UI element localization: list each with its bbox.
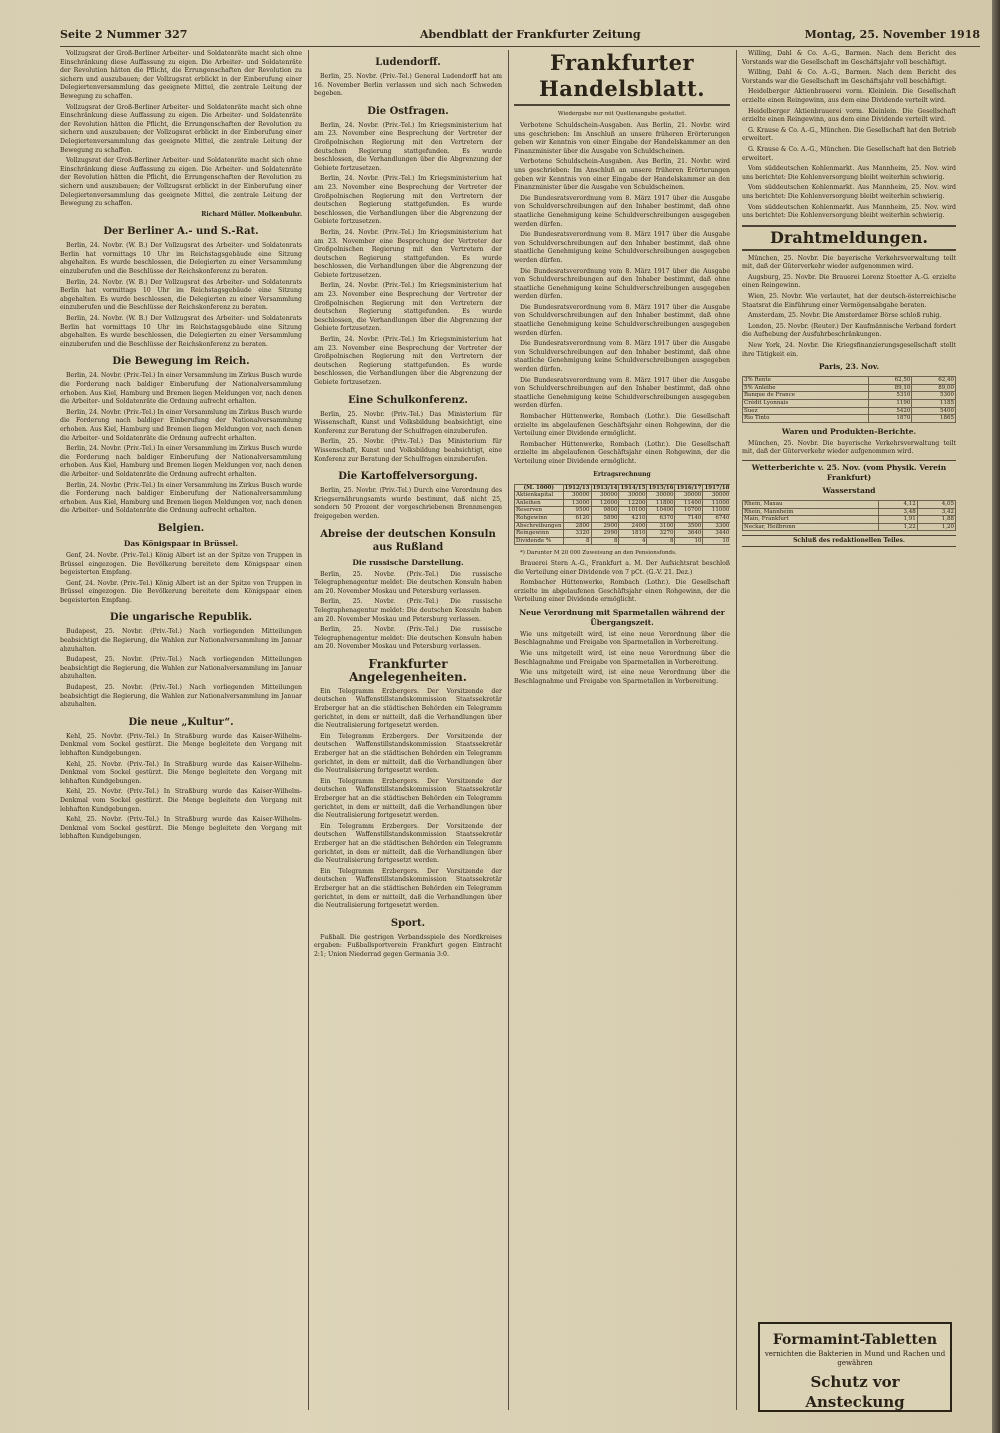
binding-edge	[992, 0, 1000, 1433]
table-header-cell: 1917/18	[704, 484, 730, 491]
text-kultur-cont2: Kehl, 25. Novbr. (Priv.-Tel.) In Straßburg wurde das Kaiser-Wilhelm-Denkmal vom Sockel gestürzt. Die Menge begleitete den Vorgang mit lebhaften Kundgebungen.	[60, 788, 302, 813]
table-cell: 3,48	[879, 508, 917, 516]
heading-bewegung: Die Bewegung im Reich.	[112, 356, 250, 368]
table-cell: 62,50	[868, 377, 912, 385]
table-cell: 7140	[675, 514, 703, 522]
text-kultur-cont3: Kehl, 25. Novbr. (Priv.-Tel.) In Straßburg wurde das Kaiser-Wilhelm-Denkmal vom Sockel gestürzt. Die Menge begleitete den Vorgang mit lebhaften Kundgebungen.	[60, 816, 302, 841]
table-cell: 12600	[591, 499, 619, 507]
text-hb2: Die Bundesratsverordnung vom 8. März 1917 über die Ausgabe von Schuldverschreibungen auf den Inhaber bestimmt, daß ohne staatliche Genehmigung keine Schuldverschreibungen ausgegeben werden dürfen.	[514, 194, 730, 228]
page-number: Seite 2 Nummer 327	[60, 28, 188, 41]
draht-4: Amsterdam, 25. Novbr. Die Amsterdamer Börse schloß ruhig.	[748, 312, 942, 320]
page-header	[60, 26, 980, 47]
text-ludendorff: Berlin, 25. Novbr. (Priv.-Tel.) General Ludendorff hat am 16. November Berlin verlassen und sich nach Schweden begeben.	[314, 73, 502, 98]
text-ungar-cont2: Budapest, 25. Novbr. (Priv.-Tel.) Nach vorliegenden Mitteilungen beabsichtigt die Regierung, die Wahlen zur Nationalversammlung im Januar abzuhalten.	[60, 684, 302, 709]
text-c4-3: G. Krause & Co. A.-G., München. Die Gesellschaft hat den Betrieb erweitert.	[742, 126, 956, 143]
text-ungar: Budapest, 25. Novbr. (Priv.-Tel.) Nach vorliegenden Mitteilungen beabsichtigt die Regierung, die Wahlen zur Nationalversammlung im Januar abzuhalten.	[60, 628, 302, 653]
table-cell: 10	[703, 537, 730, 545]
text-hb3: Rombacher Hüttenwerke, Rombach (Lothr.). Die Gesellschaft erzielte im abgelaufenen Geschäftsjahr einen Rohgewinn, der die Verteilung einer Dividende ermöglicht.	[514, 413, 730, 438]
text-ffm-cont: Ein Telegramm Erzbergers. Der Vorsitzende der deutschen Waffenstillstandskommission Staatssekretär Erzberger hat an die städtischen Behörden ein Telegramm gerichtet, in dem er mitteilt, daß die Verhandlungen über die Neutralisierung fortgesetzt werden.	[314, 732, 502, 775]
table-cell: 6120	[563, 514, 591, 522]
table-cell: 3300	[703, 522, 730, 530]
table-cell: 5310	[868, 392, 912, 400]
text-hb2-cont4: Die Bundesratsverordnung vom 8. März 1917 über die Ausgabe von Schuldverschreibungen auf den Inhaber bestimmt, daß ohne staatliche Genehmigung keine Schuldverschreibungen ausgegeben werden dürfen.	[514, 340, 730, 374]
table-header-cell: (M. 1000)	[515, 484, 564, 492]
table-cell: 30000	[647, 492, 675, 500]
table-cell: 2900	[591, 522, 619, 530]
wasser-table	[742, 500, 956, 531]
text-ffm-cont2: Ein Telegramm Erzbergers. Der Vorsitzende der deutschen Waffenstillstandskommission Staatssekretär Erzberger hat an die städtischen Behörden ein Telegramm gerichtet, in dem er mitteilt, daß die Verhandlungen über die Neutralisierung fortgesetzt werden.	[314, 777, 502, 820]
table-cell: 89,10	[868, 384, 912, 392]
table-cell: 6740	[703, 514, 730, 522]
text-hb1: Verbotene Schuldschein-Ausgaben. Aus Berlin, 21. Novbr. wird uns geschrieben: Im Anschluß an unsere früheren Erörterungen geben wir Kenntnis von einer Eingabe der Handelskammer an den Finanzminister über die Ausgabe von Schuldscheinen.	[514, 122, 730, 155]
table-cell: 3270	[647, 530, 675, 538]
table-cell: 6370	[647, 514, 675, 522]
table-row	[515, 522, 731, 530]
heading-ludendorff: Ludendorff.	[375, 57, 441, 68]
table-cell: Anleihen	[515, 499, 564, 507]
table-header-cell: 1913/14	[592, 484, 618, 491]
table-cell: 3640	[675, 530, 703, 538]
heading-schul: Eine Schulkonferenz.	[348, 394, 468, 406]
text-hb3-cont: Rombacher Hüttenwerke, Rombach (Lothr.). Die Gesellschaft erzielte im abgelaufenen Geschäftsjahr einen Rohgewinn, der die Verteilung einer Dividende ermöglicht.	[514, 440, 730, 465]
text-schul-cont: Berlin, 25. Novbr. (Priv.-Tel.) Das Ministerium für Wissenschaft, Kunst und Volksbildung beabsichtigt, eine Konferenz zur Beratung der Schulfragen einzuberufen.	[314, 438, 502, 463]
text-c4-4-cont2: Vom süddeutschen Kohlenmarkt. Aus Mannheim, 25. Nov. wird uns berichtet: Die Kohlenversorgung bleibt weiterhin schwierig.	[742, 203, 956, 220]
table-row	[743, 400, 956, 408]
draht-2: Augsburg, 25. Novbr. Die Brauerei Lorenz Stoetter A.-G. erzielte einen Reingewinn.	[742, 273, 956, 290]
table-row	[743, 407, 956, 415]
text-hb1-cont: Verbotene Schuldschein-Ausgaben. Aus Berlin, 21. Novbr. wird uns geschrieben: Im Anschluß an unsere früheren Erörterungen geben wir Kenntnis von einer Eingabe der Handelskammer an den Finanzminister über die Ausgabe von Schuldscheinen.	[514, 158, 730, 192]
table-cell: 11400	[675, 499, 703, 507]
text-hb4: Brauerei Stern A.-G., Frankfurt a. M. Der Aufsichtsrat beschloß die Verteilung einer Dividende von 7 pCt. (G.-V. 21. Dez.)	[514, 559, 730, 576]
text-raete: Berlin, 24. Novbr. (W. B.) Der Vollzugsrat des Arbeiter- und Soldatenrats Berlin hat vormittags 10 Uhr im Reichstagsgebäude eine Sitzung abgehalten. Es wurde beschlossen, die Delegierten zu einer Versammlung einzuberufen und die Beschlüsse der Reichskonferenz zu beraten.	[60, 242, 302, 276]
table-cell: 4	[619, 537, 647, 545]
text-c4-1-cont: Willing, Dahl & Co. A.-G., Barmen. Nach dem Bericht des Vorstands war die Gesellschaft im Geschäftsjahr voll beschäftigt.	[742, 69, 956, 85]
table-cell: 1865	[912, 415, 956, 423]
table-row	[743, 415, 956, 423]
wetter-title: Wetterberichte v. 25. Nov. (vom Physik. Verein Frankfurt)	[742, 460, 956, 483]
text-c4-4-cont: Vom süddeutschen Kohlenmarkt. Aus Mannheim, 25. Nov. wird uns berichtet: Die Kohlenversorgung bleibt weiterhin schwierig.	[742, 184, 956, 200]
heading-kultur: Die neue „Kultur“.	[128, 716, 234, 728]
table-cell: 3% Rente	[743, 377, 869, 385]
text-c4-2: Heidelberger Aktienbrauerei vorm. Kleinlein. Die Gesellschaft erzielte einen Reingewinn, aus dem eine Dividende verteilt wird.	[742, 88, 956, 104]
end-editorial: Schluß des redaktionellen Teiles.	[742, 535, 956, 547]
financial-table	[514, 484, 730, 546]
table-cell: 5890	[591, 514, 619, 522]
table-row	[515, 499, 731, 507]
table-row	[743, 523, 956, 531]
table-row	[743, 377, 956, 385]
table-cell: 1,22	[879, 523, 917, 531]
table-cell: 5420	[868, 407, 912, 415]
article-intro-cont: Vollzugsrat der Groß-Berliner Arbeiter- und Soldatenräte macht sich ohne Einschränkung diese Auffassung zu eigen. Die Arbeiter- und Soldatenräte der Revolution hätten die Pflicht, die Errungenschaften der Revolution zu sichern und auszubauen; der Vollzugsrat erblickt in der Einberufung einer Delegiertenversammlung das geeignete Mittel, die zentrale Leitung der Bewegung zu schaffen.	[60, 103, 302, 154]
text-ostragen-cont3: Berlin, 24. Novbr. (Priv.-Tel.) Im Kriegsministerium hat am 23. November eine Besprechung der Vertreter der Großpolnischen Regierung mit den Vertretern der deutschen Regierung stattgefunden. Es wurde beschlossen, die Verhandlungen über die Abgrenzung der Gebiete fortzusetzen.	[314, 282, 502, 333]
text-konsuln-cont2: Berlin, 25. Novbr. (Priv.-Tel.) Die russische Telegraphenagentur meldet: Die deutschen Konsuln haben am 20. November Moskau und Petersburg verlassen.	[314, 626, 502, 651]
text-belgien: Genf, 24. Novbr. (Priv.-Tel.) König Albert ist an der Spitze von Truppen in Brüssel eingezogen. Die Bevölkerung bereitete dem Königspaar einen begeisterten Empfang.	[60, 551, 302, 577]
table-cell: 3500	[675, 522, 703, 530]
sub-belgien: Das Königspaar in Brüssel.	[123, 538, 239, 548]
table-cell: Rhein, Mannheim	[743, 508, 879, 516]
text-c4-1: Willing, Dahl & Co. A.-G., Barmen. Nach dem Bericht des Vorstands war die Gesellschaft im Geschäftsjahr voll beschäftigt.	[742, 50, 956, 66]
column-rule	[508, 50, 509, 1410]
masthead: Abendblatt der Frankfurter Zeitung	[420, 28, 641, 41]
table-cell: 1,20	[917, 523, 955, 531]
table-cell: Neckar, Heilbronn	[743, 523, 879, 531]
text-kultur: Kehl, 25. Novbr. (Priv.-Tel.) In Straßburg wurde das Kaiser-Wilhelm-Denkmal vom Sockel gestürzt. Die Menge begleitete den Vorgang mit lebhaften Kundgebungen.	[60, 732, 302, 757]
table-row	[743, 384, 956, 392]
text-c4-3-cont: G. Krause & Co. A.-G., München. Die Gesellschaft hat den Betrieb erweitert.	[742, 145, 956, 162]
table-cell: 9500	[563, 507, 591, 515]
draht-1: München, 25. Novbr. Die bayerische Verkehrsverwaltung teilt mit, daß der Güterverkehr wieder aufgenommen wird.	[742, 254, 956, 271]
table-cell: 4210	[619, 514, 647, 522]
table-cell: 1190	[868, 400, 912, 408]
table-cell: 10400	[647, 507, 675, 515]
handelsblatt-subtitle: Wiedergabe nur mit Quellenangabe gestattet.	[557, 111, 687, 117]
table-cell: 2800	[563, 522, 591, 530]
text-kultur-cont: Kehl, 25. Novbr. (Priv.-Tel.) In Straßburg wurde das Kaiser-Wilhelm-Denkmal vom Sockel gestürzt. Die Menge begleitete den Vorgang mit lebhaften Kundgebungen.	[60, 760, 302, 785]
text-sport: Fußball. Die gestrigen Verbandsspiele des Nordkreises ergaben: Fußballsportverein Frankfurt gegen Eintracht 2:1; Union Niederrad gegen Germania 3:0.	[314, 933, 502, 958]
text-hb2-cont5: Die Bundesratsverordnung vom 8. März 1917 über die Ausgabe von Schuldverschreibungen auf den Inhaber bestimmt, daß ohne staatliche Genehmigung keine Schuldverschreibungen ausgegeben werden dürfen.	[514, 376, 730, 410]
table-cell: 30000	[563, 492, 591, 500]
text-bewegung-cont3: Berlin, 24. Novbr. (Priv.-Tel.) In einer Versammlung im Zirkus Busch wurde die Forderung nach baldiger Einberufung der Nationalversammlung erhoben. Aus Kiel, Hamburg und Bremen liegen Meldungen vor, nach denen die Arbeiter- und Soldatenräte die Ordnung aufrecht erhalten.	[60, 481, 302, 515]
table-cell: 13000	[563, 499, 591, 507]
wasser-title: Wasserstand	[822, 485, 876, 495]
table-cell: Abschreibungen	[516, 522, 562, 529]
table-cell: 30000	[675, 492, 703, 500]
table-row	[743, 392, 956, 400]
table-cell: 9800	[591, 507, 619, 515]
table-cell: Rohgewinn	[515, 514, 564, 522]
text-c4-2-cont: Heidelberger Aktienbrauerei vorm. Kleinlein. Die Gesellschaft erzielte einen Reingewinn, aus dem eine Dividende verteilt wird.	[742, 107, 956, 124]
table-cell: 10	[675, 537, 703, 545]
table-note: *) Darunter M 20 000 Zuweisung an den Pensionsfonds.	[520, 550, 677, 557]
table-cell: Dividende %	[515, 537, 564, 545]
column-rule	[308, 50, 309, 1410]
text-konsuln-cont: Berlin, 25. Novbr. (Priv.-Tel.) Die russische Telegraphenagentur meldet: Die deutschen Konsuln haben am 20. November Moskau und Petersburg verlassen.	[314, 598, 502, 623]
heading-ungar: Die ungarische Republik.	[109, 612, 253, 624]
drahtmeldungen-title: Drahtmeldungen.	[742, 225, 956, 251]
table-header-cell: 1915/16	[648, 484, 674, 491]
table-row	[515, 537, 731, 545]
table-cell: Main, Frankfurt	[743, 516, 879, 524]
text-ostragen: Berlin, 24. Novbr. (Priv.-Tel.) Im Kriegsministerium hat am 23. November eine Besprechung der Vertreter der Großpolnischen Regierung mit den Vertretern der deutschen Regierung stattgefunden. Es wurde beschlossen, die Verhandlungen über die Abgrenzung der Gebiete fortzusetzen.	[314, 121, 502, 172]
table-cell: 8	[563, 537, 591, 545]
text-hb4-cont: Rombacher Hüttenwerke, Rombach (Lothr.). Die Gesellschaft erzielte im abgelaufenen Geschäftsjahr einen Rohgewinn, der die Verteilung einer Dividende ermöglicht.	[514, 579, 730, 604]
text-belgien-cont: Genf, 24. Novbr. (Priv.-Tel.) König Albert ist an der Spitze von Truppen in Brüssel eingezogen. Die Bevölkerung bereitete dem Königspaar einen begeisterten Empfang.	[60, 579, 302, 604]
table-cell: 30000	[619, 492, 647, 500]
table-cell: 3,42	[917, 508, 955, 516]
ad-title: Formamint-Tabletten	[772, 1332, 938, 1348]
signature: Richard Müller. Molkenbuhr.	[201, 210, 302, 218]
table-cell: 30000	[591, 492, 619, 500]
text-ffm: Ein Telegramm Erzbergers. Der Vorsitzende der deutschen Waffenstillstandskommission Staatssekretär Erzberger hat an die städtischen Behörden ein Telegramm gerichtet, in dem er mitteilt, daß die Verhandlungen über die Neutralisierung fortgesetzt werden.	[314, 687, 502, 730]
column-2	[314, 50, 502, 1420]
heading-kartoffel: Die Kartoffelversorgung.	[338, 471, 478, 483]
table-header-cell: 1912/13	[564, 484, 590, 491]
table-cell: Crédit Lyonnais	[743, 400, 869, 408]
heading-raete: Der Berliner A.- und S.-Rat.	[103, 226, 259, 238]
table-cell: 10100	[619, 507, 647, 515]
ad-body: vernichten die Bakterien in Mund und Rachen und gewähren	[764, 1350, 946, 1367]
text-ffm-cont3: Ein Telegramm Erzbergers. Der Vorsitzende der deutschen Waffenstillstandskommission Staatssekretär Erzberger hat an die städtischen Behörden ein Telegramm gerichtet, in dem er mitteilt, daß die Verhandlungen über die Neutralisierung fortgesetzt werden.	[314, 822, 502, 865]
table-cell: 3320	[563, 530, 591, 538]
table-cell: 8	[647, 537, 675, 545]
draht-3: Wien, 25. Novbr. Wie verlautet, hat der deutsch-österreichische Staatsrat die Einführung einer Vermögensabgabe beraten.	[742, 293, 956, 309]
text-raete-cont2: Berlin, 24. Novbr. (W. B.) Der Vollzugsrat des Arbeiter- und Soldatenrats Berlin hat vormittags 10 Uhr im Reichstagsgebäude eine Sitzung abgehalten. Es wurde beschlossen, die Delegierten zu einer Versammlung einzuberufen und die Beschlüsse der Reichskonferenz zu beraten.	[60, 315, 302, 348]
table-cell: 5400	[912, 407, 956, 415]
waren-title: Waren und Produkten-Berichte.	[781, 426, 917, 436]
text-konsuln: Berlin, 25. Novbr. (Priv.-Tel.) Die russische Telegraphenagentur meldet: Die deutschen Konsuln haben am 20. November Moskau und Petersburg verlassen.	[314, 570, 502, 595]
text-ostragen-cont4: Berlin, 24. Novbr. (Priv.-Tel.) Im Kriegsministerium hat am 23. November eine Besprechung der Vertreter der Großpolnischen Regierung mit den Vertretern der deutschen Regierung stattgefunden. Es wurde beschlossen, die Verhandlungen über die Abgrenzung der Gebiete fortzusetzen.	[314, 336, 502, 386]
table-cell: 89,00	[912, 384, 956, 392]
text-bewegung: Berlin, 24. Novbr. (Priv.-Tel.) In einer Versammlung im Zirkus Busch wurde die Forderung nach baldiger Einberufung der Nationalversammlung erhoben. Aus Kiel, Hamburg und Bremen liegen Meldungen vor, nach denen die Arbeiter- und Soldatenräte die Ordnung aufrecht erhalten.	[60, 372, 302, 406]
text-hb5-cont: Wie uns mitgeteilt wird, ist eine neue Verordnung über die Beschlagnahme und Freigabe von Sparmetallen in Vorbereitung.	[514, 650, 730, 666]
table-row	[743, 516, 956, 524]
text-hb5: Wie uns mitgeteilt wird, ist eine neue Verordnung über die Beschlagnahme und Freigabe von Sparmetallen in Vorbereitung.	[514, 630, 730, 647]
table-cell: 1,91	[879, 516, 917, 524]
article-intro: Vollzugsrat der Groß-Berliner Arbeiter- und Soldatenräte macht sich ohne Einschränkung diese Auffassung zu eigen. Die Arbeiter- und Soldatenräte der Revolution hätten die Pflicht, die Errungenschaften der Revolution zu sichern und auszubauen; der Vollzugsrat erblickt in der Einberufung einer Delegiertenversammlung das geeignete Mittel, die zentrale Leitung der Bewegung zu schaffen.	[60, 50, 302, 100]
ad-slogan: Schutz vor Ansteckung	[805, 1373, 905, 1411]
sub-konsuln: Die russische Darstellung.	[352, 557, 464, 567]
date: Montag, 25. November 1918	[804, 28, 980, 41]
text-bewegung-cont2: Berlin, 24. Novbr. (Priv.-Tel.) In einer Versammlung im Zirkus Busch wurde die Forderung nach baldiger Einberufung der Nationalversammlung erhoben. Aus Kiel, Hamburg und Bremen liegen Meldungen vor, nach denen die Arbeiter- und Soldatenräte die Ordnung aufrecht erhalten.	[60, 445, 302, 478]
column-3	[514, 50, 730, 1420]
text-kartoffel: Berlin, 25. Novbr. (Priv.-Tel.) Durch eine Verordnung des Kriegsernährungsamts wurde bestimmt, daß nicht 25, sondern 50 Prozent der vorgeschriebenen Brennmengen freigegeben werden.	[314, 487, 502, 520]
table-cell: 10700	[675, 507, 703, 515]
text-ffm-cont4: Ein Telegramm Erzbergers. Der Vorsitzende der deutschen Waffenstillstandskommission Staatssekretär Erzberger hat an die städtischen Behörden ein Telegramm gerichtet, in dem er mitteilt, daß die Verhandlungen über die Neutralisierung fortgesetzt werden.	[314, 867, 502, 910]
table-cell: Reingewinn	[515, 530, 564, 538]
text-hb2-cont: Die Bundesratsverordnung vom 8. März 1917 über die Ausgabe von Schuldverschreibungen auf den Inhaber bestimmt, daß ohne staatliche Genehmigung keine Schuldverschreibungen ausgegeben werden dürfen.	[514, 231, 730, 264]
table-caption: Ertragsrechnung	[593, 470, 651, 478]
text-ostragen-cont2: Berlin, 24. Novbr. (Priv.-Tel.) Im Kriegsministerium hat am 23. November eine Besprechung der Vertreter der Großpolnischen Regierung mit den Vertretern der deutschen Regierung stattgefunden. Es wurde beschlossen, die Verhandlungen über die Abgrenzung der Gebiete fortzusetzen.	[314, 228, 502, 279]
table-row	[743, 508, 956, 516]
table-cell: Aktienkapital	[515, 492, 564, 500]
table-cell: 30000	[703, 492, 730, 500]
column-1	[60, 50, 302, 1420]
table-cell: 4,12	[879, 500, 917, 508]
kurs-table	[742, 376, 956, 423]
kurs-title: Paris, 23. Nov.	[818, 362, 880, 372]
table-cell: 2990	[591, 530, 619, 538]
table-cell: Suez	[743, 407, 869, 415]
table-cell: 11000	[703, 499, 730, 507]
text-bewegung-cont: Berlin, 24. Novbr. (Priv.-Tel.) In einer Versammlung im Zirkus Busch wurde die Forderung nach baldiger Einberufung der Nationalversammlung erhoben. Aus Kiel, Hamburg und Bremen liegen Meldungen vor, nach denen die Arbeiter- und Soldatenräte die Ordnung aufrecht erhalten.	[60, 408, 302, 442]
table-cell: 1870	[868, 415, 912, 423]
table-cell: Reserven	[515, 507, 564, 515]
draht-6: New York, 24. Novbr. Die Kriegsfinanzierungsgesellschaft stellt ihre Tätigkeit ein.	[742, 342, 956, 358]
formamint-ad	[758, 1322, 952, 1412]
table-cell: 8	[591, 537, 619, 545]
table-cell: 11000	[703, 507, 730, 515]
draht-5: London, 25. Novbr. (Reuter.) Der Kaufmännische Verband fordert die Aufhebung der Ausfuhrbeschränkungen.	[742, 322, 956, 339]
table-cell: Rhein, Maxau	[743, 500, 879, 508]
table-row	[515, 530, 731, 538]
text-c4-4: Vom süddeutschen Kohlenmarkt. Aus Mannheim, 25. Nov. wird uns berichtet: Die Kohlenversorgung bleibt weiterhin schwierig.	[742, 165, 956, 181]
heading-neue: Neue Verordnung mit Sparmetallen während der Übergangszeit.	[519, 607, 725, 627]
article-intro-cont2: Vollzugsrat der Groß-Berliner Arbeiter- und Soldatenräte macht sich ohne Einschränkung diese Auffassung zu eigen. Die Arbeiter- und Soldatenräte der Revolution hätten die Pflicht, die Errungenschaften der Revolution zu sichern und auszubauen; der Vollzugsrat erblickt in der Einberufung einer Delegiertenversammlung das geeignete Mittel, die zentrale Leitung der Bewegung zu schaffen.	[60, 157, 302, 208]
column-rule	[736, 50, 737, 1410]
heading-belgien: Belgien.	[157, 522, 205, 534]
table-cell: 12200	[619, 499, 647, 507]
table-header-cell: 1916/17	[676, 484, 702, 491]
table-cell: 4,05	[917, 500, 955, 508]
text-schul: Berlin, 25. Novbr. (Priv.-Tel.) Das Ministerium für Wissenschaft, Kunst und Volksbildung beabsichtigt, eine Konferenz zur Beratung der Schulfragen einzuberufen.	[314, 410, 502, 435]
table-cell: 1,88	[917, 516, 955, 524]
table-row	[743, 500, 956, 508]
table-cell: 11800	[647, 499, 675, 507]
text-raete-cont: Berlin, 24. Novbr. (W. B.) Der Vollzugsrat des Arbeiter- und Soldatenrats Berlin hat vormittags 10 Uhr im Reichstagsgebäude eine Sitzung abgehalten. Es wurde beschlossen, die Delegierten zu einer Versammlung einzuberufen und die Beschlüsse der Reichskonferenz zu beraten.	[60, 278, 302, 312]
column-4	[742, 50, 956, 1315]
waren-text: München, 25. Novbr. Die bayerische Verkehrsverwaltung teilt mit, daß der Güterverkehr wieder aufgenommen wird.	[742, 439, 956, 456]
heading-konsuln: Abreise der deutschen Konsuln aus Rußland	[320, 528, 496, 553]
table-cell: Banque de France	[743, 392, 869, 400]
table-cell: 2400	[619, 522, 647, 530]
handelsblatt-title: Frankfurter Handelsblatt.	[514, 50, 730, 106]
table-cell: 62,40	[912, 377, 956, 385]
text-hb2-cont3: Die Bundesratsverordnung vom 8. März 1917 über die Ausgabe von Schuldverschreibungen auf den Inhaber bestimmt, daß ohne staatliche Genehmigung keine Schuldverschreibungen ausgegeben werden dürfen.	[514, 303, 730, 337]
heading-ffm: Frankfurter Angelegenheiten.	[348, 656, 467, 684]
table-row	[515, 507, 731, 515]
heading-ostragen: Die Ostfragen.	[367, 105, 449, 117]
text-hb5-cont2: Wie uns mitgeteilt wird, ist eine neue Verordnung über die Beschlagnahme und Freigabe von Sparmetallen in Vorbereitung.	[514, 669, 730, 685]
table-cell: Rio Tinto	[743, 415, 869, 423]
table-cell: 5% Anleihe	[743, 384, 869, 392]
table-row	[515, 514, 731, 522]
text-hb2-cont2: Die Bundesratsverordnung vom 8. März 1917 über die Ausgabe von Schuldverschreibungen auf den Inhaber bestimmt, daß ohne staatliche Genehmigung keine Schuldverschreibungen ausgegeben werden dürfen.	[514, 267, 730, 301]
table-row	[515, 492, 731, 500]
heading-sport: Sport.	[390, 917, 426, 929]
text-ungar-cont: Budapest, 25. Novbr. (Priv.-Tel.) Nach vorliegenden Mitteilungen beabsichtigt die Regierung, die Wahlen zur Nationalversammlung im Januar abzuhalten.	[60, 656, 302, 681]
table-cell: 1185	[912, 400, 956, 408]
table-header-cell: 1914/15	[620, 484, 646, 491]
table-cell: 3440	[703, 530, 730, 538]
text-ostragen-cont: Berlin, 24. Novbr. (Priv.-Tel.) Im Kriegsministerium hat am 23. November eine Besprechung der Vertreter der Großpolnischen Regierung mit den Vertretern der deutschen Regierung stattgefunden. Es wurde beschlossen, die Verhandlungen über die Abgrenzung der Gebiete fortzusetzen.	[314, 175, 502, 226]
table-cell: 5300	[912, 392, 956, 400]
table-cell: 1810	[619, 530, 647, 538]
table-cell: 3100	[647, 522, 675, 530]
